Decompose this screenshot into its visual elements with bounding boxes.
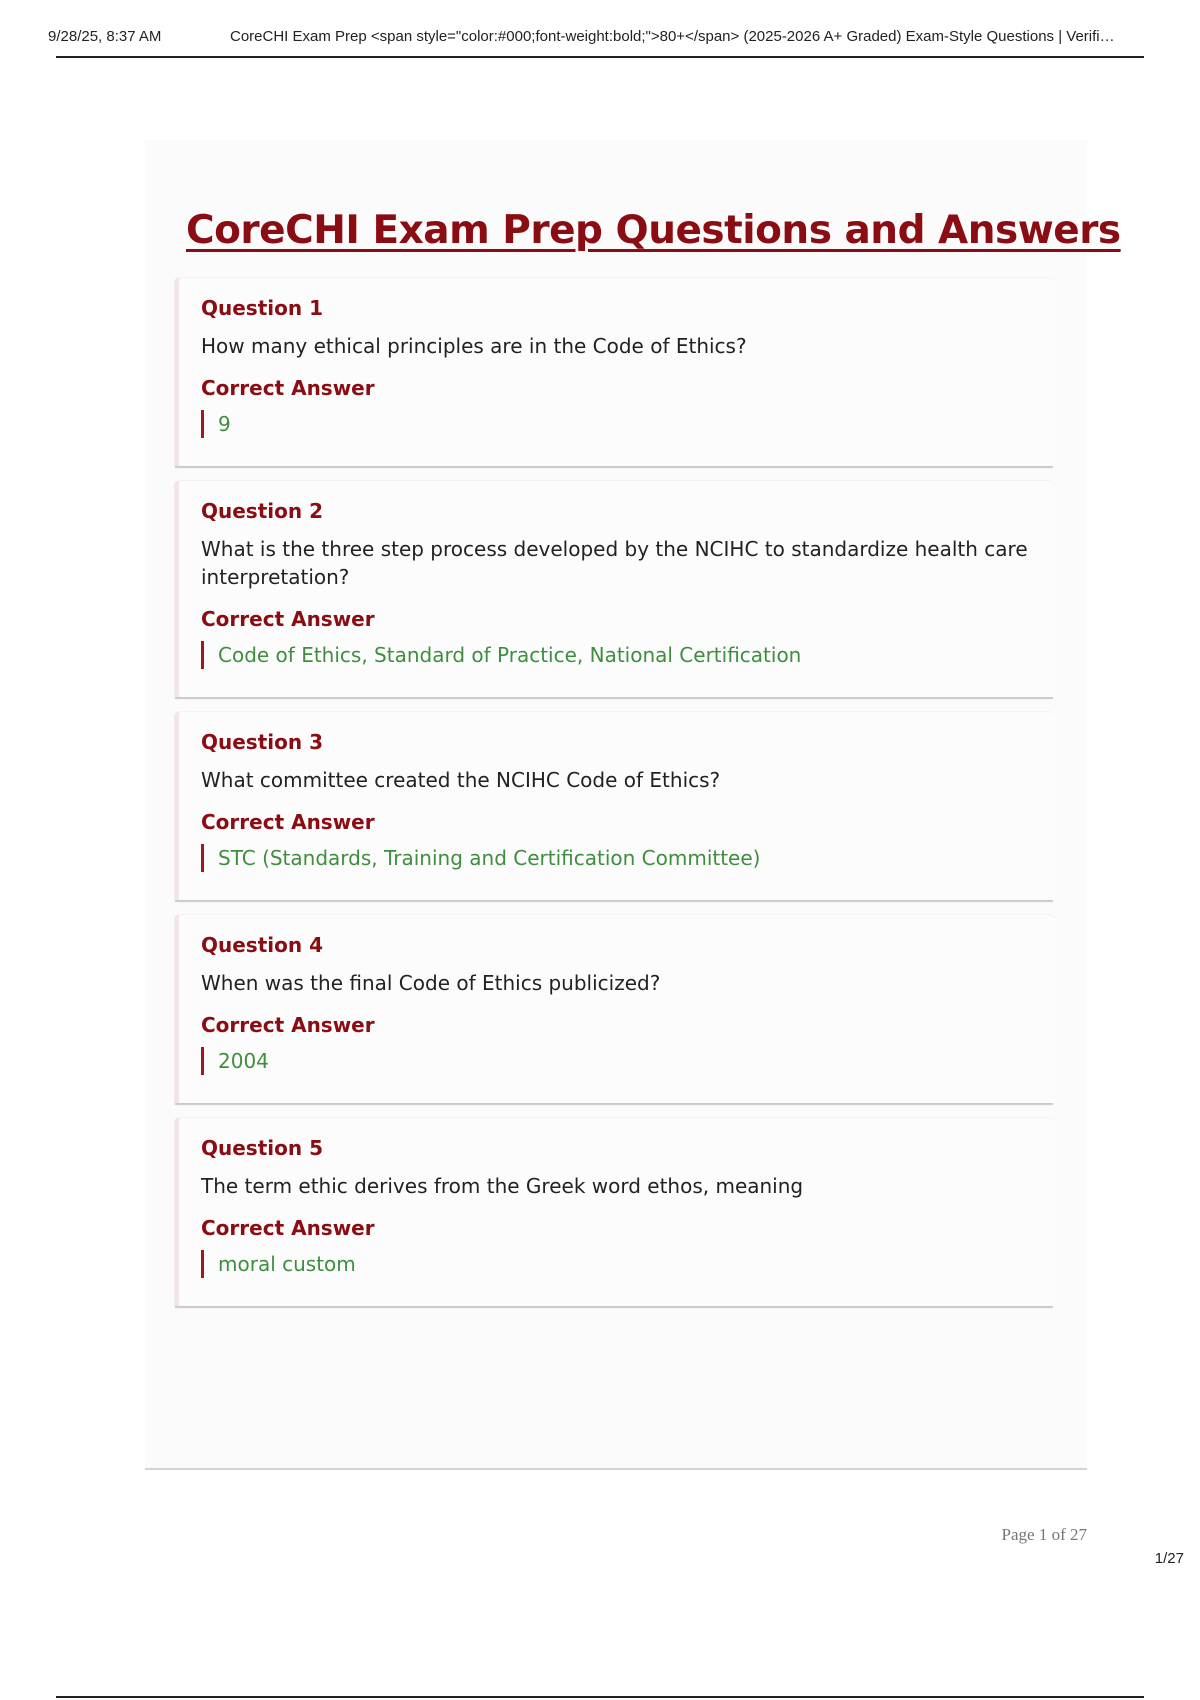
correct-answer-label: Correct Answer bbox=[201, 810, 375, 834]
question-number: Question 1 bbox=[201, 296, 323, 320]
question-text: What is the three step process developed by the NCIHC to standardize health care interpretation? bbox=[201, 537, 1028, 589]
question-number: Question 5 bbox=[201, 1136, 323, 1160]
answer-text: 9 bbox=[201, 410, 1032, 438]
document-title: CoreCHI Exam Prep Questions and Answers bbox=[186, 208, 1121, 253]
question-number: Question 2 bbox=[201, 499, 323, 523]
answer-text: STC (Standards, Training and Certification Committee) bbox=[201, 844, 1032, 872]
print-page-title: CoreCHI Exam Prep <span style="color:#000;font-weight:bold;">80+</span> (2025-2026 A+ Graded) Exam-Style Questions | Verifi… bbox=[230, 28, 1115, 45]
question-text: The term ethic derives from the Greek word ethos, meaning bbox=[201, 1174, 804, 1198]
question-text: How many ethical principles are in the Code of Ethics? bbox=[201, 334, 747, 358]
print-date: 9/28/25, 8:37 AM bbox=[48, 28, 162, 45]
question-text: What committee created the NCIHC Code of Ethics? bbox=[201, 768, 721, 792]
question-card bbox=[174, 480, 1054, 697]
answer-text: moral custom bbox=[201, 1250, 1032, 1278]
print-header bbox=[48, 28, 1178, 50]
footer-divider bbox=[145, 1468, 1087, 1470]
question-number: Question 3 bbox=[201, 730, 323, 754]
question-text: When was the final Code of Ethics publicized? bbox=[201, 971, 661, 995]
correct-answer-label: Correct Answer bbox=[201, 376, 375, 400]
footer-print-divider bbox=[56, 1696, 1144, 1698]
question-number: Question 4 bbox=[201, 933, 323, 957]
question-card bbox=[174, 711, 1054, 900]
answer-text: Code of Ethics, Standard of Practice, National Certification bbox=[201, 641, 1032, 669]
correct-answer-label: Correct Answer bbox=[201, 607, 375, 631]
question-list bbox=[174, 277, 1054, 1320]
page-number-label: Page 1 of 27 bbox=[1001, 1525, 1087, 1544]
question-card bbox=[174, 914, 1054, 1103]
correct-answer-label: Correct Answer bbox=[201, 1013, 375, 1037]
header-divider bbox=[56, 56, 1144, 58]
answer-text: 2004 bbox=[201, 1047, 1032, 1075]
question-card bbox=[174, 277, 1054, 466]
question-card bbox=[174, 1117, 1054, 1306]
correct-answer-label: Correct Answer bbox=[201, 1216, 375, 1240]
print-page-count: 1/27 bbox=[1154, 1550, 1184, 1567]
